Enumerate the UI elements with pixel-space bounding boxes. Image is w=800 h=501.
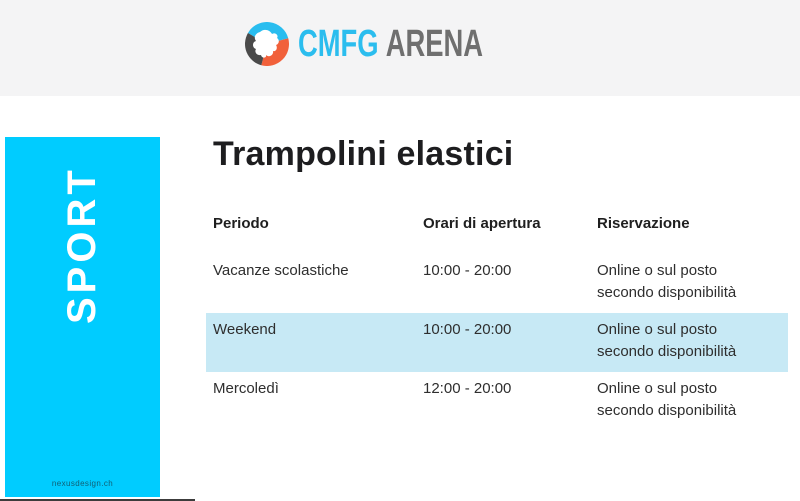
cell-riservazione-line2: secondo disponibilità [597,343,737,360]
page-title: Trampolini elastici [213,135,514,173]
cell-riservazione-line2: secondo disponibilità [597,402,737,419]
column-header-riservazione: Riservazione [597,215,690,232]
table-row-highlighted[interactable] [206,313,788,372]
cell-periodo: Weekend [213,321,277,338]
cell-riservazione [597,319,788,372]
sidebar-sport [5,137,160,497]
credit-link[interactable]: nexusdesign.ch [51,479,114,488]
logo-brand-secondary: ARENA [385,23,484,65]
column-header-periodo: Periodo [213,215,269,232]
cell-riservazione [597,378,788,431]
header [0,0,800,96]
cell-orari: 12:00 - 20:00 [423,380,512,397]
logo-brand-primary: CMFG [298,23,379,65]
table-header-row [206,210,788,254]
cell-riservazione-line2: secondo disponibilità [597,284,737,301]
cell-periodo: Mercoledì [213,380,279,397]
cell-orari: 10:00 - 20:00 [423,262,512,279]
sidebar-section-label: SPORT [60,166,104,324]
cell-riservazione-line1: Online o sul posto [597,321,718,338]
schedule-table [206,210,788,431]
logo-text [298,22,483,66]
column-header-orari: Orari di apertura [423,215,541,232]
cell-riservazione [597,260,788,313]
globe-segmented-icon [245,22,289,66]
cell-riservazione-line1: Online o sul posto [597,380,718,397]
cell-periodo: Vacanze scolastiche [213,262,349,279]
table-row[interactable] [206,372,788,431]
logo[interactable] [245,22,555,66]
table-row[interactable] [206,254,788,313]
cell-orari: 10:00 - 20:00 [423,321,512,338]
cell-riservazione-line1: Online o sul posto [597,262,718,279]
